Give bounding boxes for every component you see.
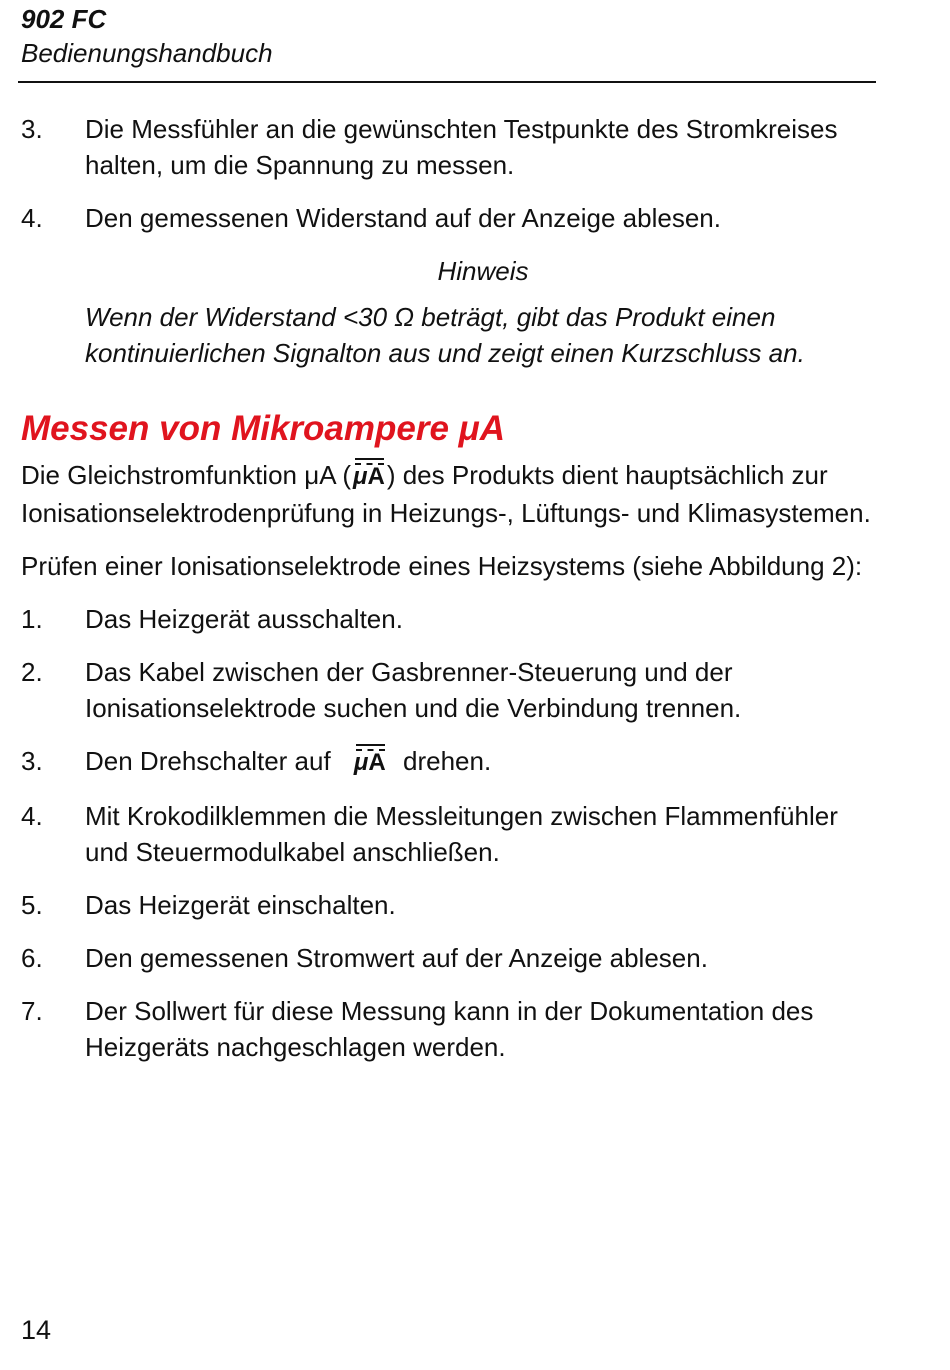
list-number: 1. [21,604,43,634]
list-item [21,601,881,637]
list-text: Das Heizgerät ausschalten. [85,604,403,634]
section-intro [21,457,881,531]
list-text: Die Messfühler an die gewünschten Testpunkte des Stromkreises halten, um die Spannung zu messen. [85,114,838,180]
list-number: 3. [21,114,43,144]
list-item [21,743,881,781]
section-heading: Messen von Mikroampere μA [21,409,506,448]
list-text: Der Sollwert für diese Messung kann in der Dokumentation des Heizgeräts nachgeschlagen werden. [85,996,814,1062]
list-number: 4. [21,801,43,831]
list-item [21,798,881,870]
dc-microamp-icon: μA [351,459,387,495]
list-item [21,993,881,1065]
model-name: 902 FC [21,4,107,34]
header-divider [18,81,876,83]
list-number: 7. [21,996,43,1026]
page-content [21,111,881,1082]
list-number: 2. [21,657,43,687]
list-item [21,654,881,726]
list-text: Den gemessenen Widerstand auf der Anzeige ablesen. [85,203,721,233]
step-text-after: drehen. [402,746,492,776]
intro-text-before: Die Gleichstromfunktion μA ( [21,460,351,490]
list-item [21,940,881,976]
note-title: Hinweis [437,256,529,286]
list-text: Das Kabel zwischen der Gasbrenner-Steuerung und der Ionisationselektrode suchen und die Verbindung trennen. [85,657,742,723]
page-number: 14 [21,1315,52,1345]
list-text: Das Heizgerät einschalten. [85,890,396,920]
list-text [85,743,881,781]
dc-microamp-icon: μA [352,745,388,781]
list-item [21,887,881,923]
running-header [21,2,273,70]
list-number: 4. [21,203,43,233]
step-text-before: Den Drehschalter auf [85,746,331,776]
note-text: Wenn der Widerstand <30 Ω beträgt, gibt das Produkt einen kontinuierlichen Signalton aus und zeigt einen Kurzschluss an. [85,302,805,368]
list-text: Den gemessenen Stromwert auf der Anzeige ablesen. [85,943,708,973]
list-text: Mit Krokodilklemmen die Messleitungen zwischen Flammenfühler und Steuermodulkabel anschließen. [85,801,838,867]
intro-text-after: ) des Produkts dient hauptsächlich zur Ionisationselektrodenprüfung in Heizungs-, Lüftungs- und Klimasystemen. [21,460,871,528]
list-item [21,111,881,183]
list-item [21,200,881,236]
list-number: 5. [21,890,43,920]
list-number: 6. [21,943,43,973]
procedure-intro: Prüfen einer Ionisationselektrode eines Heizsystems (siehe Abbildung 2): [21,551,863,581]
list-number: 3. [21,746,43,776]
manual-title: Bedienungshandbuch [21,38,273,68]
